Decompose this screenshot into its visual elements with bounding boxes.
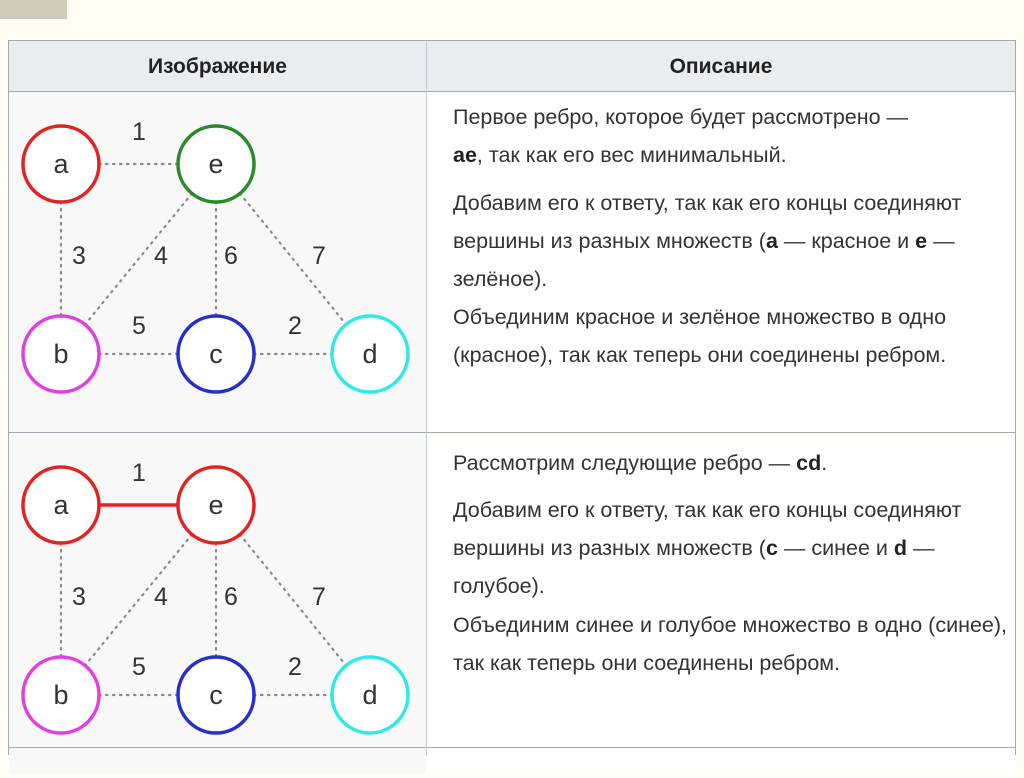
table-header bbox=[9, 41, 1015, 92]
graph-row-2 bbox=[9, 433, 426, 773]
node-label: d bbox=[362, 339, 378, 369]
node-label: b bbox=[53, 680, 69, 710]
node-label: a bbox=[53, 149, 69, 179]
edge-weight-label: 2 bbox=[288, 653, 302, 681]
edge-weight-label: 7 bbox=[312, 242, 326, 270]
node-label: e bbox=[208, 149, 224, 179]
edge-weight-label: 2 bbox=[288, 312, 302, 340]
text: Добавим его к ответу, так как его концы соединяют вершины из разных множеств ( bbox=[453, 191, 962, 253]
node-label: c bbox=[209, 339, 223, 369]
row-2-paragraph-1 bbox=[453, 444, 1013, 482]
edge-ed bbox=[240, 535, 346, 666]
text: Рассмотрим следующие ребро — bbox=[453, 451, 791, 475]
edge-ed bbox=[240, 194, 346, 325]
node-label: b bbox=[53, 339, 69, 369]
node-label: a bbox=[53, 490, 69, 520]
row-separator bbox=[9, 747, 1015, 748]
node-label: d bbox=[362, 680, 378, 710]
graph-row-1 bbox=[9, 92, 426, 432]
edge-eb bbox=[85, 193, 192, 324]
text: Первое ребро, которое будет рассмотрено — bbox=[453, 105, 909, 129]
edge-weight-label: 4 bbox=[154, 583, 168, 611]
edge-weight-label: 4 bbox=[154, 242, 168, 270]
header-image: Изображение bbox=[148, 55, 287, 78]
text: — голубое). bbox=[453, 536, 935, 598]
bold-text: cd bbox=[796, 451, 822, 475]
bold-text: ae bbox=[453, 143, 477, 167]
row-1-image-cell bbox=[9, 92, 426, 432]
edge-weight-label: 5 bbox=[132, 653, 146, 681]
edge-weight-label: 7 bbox=[312, 583, 326, 611]
edge-weight-label: 3 bbox=[72, 583, 86, 611]
edge-weight-label: 3 bbox=[72, 242, 86, 270]
edge-weight-label: 5 bbox=[132, 312, 146, 340]
text: — красное и bbox=[777, 229, 916, 253]
text: — синее и bbox=[777, 536, 894, 560]
edge-weight-label: 6 bbox=[224, 242, 238, 270]
header-description: Описание bbox=[669, 55, 773, 78]
bold-text: a bbox=[765, 229, 778, 253]
edge-weight-label: 6 bbox=[224, 583, 238, 611]
text: , так как его вес минимальный. bbox=[476, 143, 787, 167]
row-1-paragraph-1 bbox=[453, 98, 993, 174]
text: Добавим его к ответу, так как его концы соединяют вершины из разных множеств ( bbox=[453, 498, 962, 560]
text: — зелёное). bbox=[453, 229, 955, 291]
node-label: c bbox=[209, 680, 223, 710]
row-2-paragraph-2 bbox=[453, 491, 1013, 605]
row-2-description-cell bbox=[427, 433, 1015, 773]
row-1-paragraph-2 bbox=[453, 184, 1013, 298]
node-label: e bbox=[208, 490, 224, 520]
bold-text: e bbox=[915, 229, 928, 253]
row-2-paragraph-3: Объединим синее и голубое множество в одно (синее), так как теперь они соединены ребром. bbox=[453, 613, 1008, 675]
edge-eb bbox=[85, 534, 192, 665]
edge-weight-label: 1 bbox=[132, 118, 146, 146]
row-2-image-cell bbox=[9, 433, 426, 773]
column-divider bbox=[426, 41, 427, 756]
edge-weight-label: 1 bbox=[132, 459, 146, 487]
bold-text: d bbox=[893, 536, 907, 560]
row-1-description-cell bbox=[427, 92, 1015, 432]
text: . bbox=[821, 451, 828, 475]
row-1-paragraph-3: Объединим красное и зелёное множество в одно (красное), так как теперь они соединены ребром. bbox=[453, 305, 947, 367]
corner-decoration bbox=[0, 0, 67, 19]
kruskal-steps-table bbox=[8, 40, 1016, 755]
bold-text: c bbox=[765, 536, 778, 560]
